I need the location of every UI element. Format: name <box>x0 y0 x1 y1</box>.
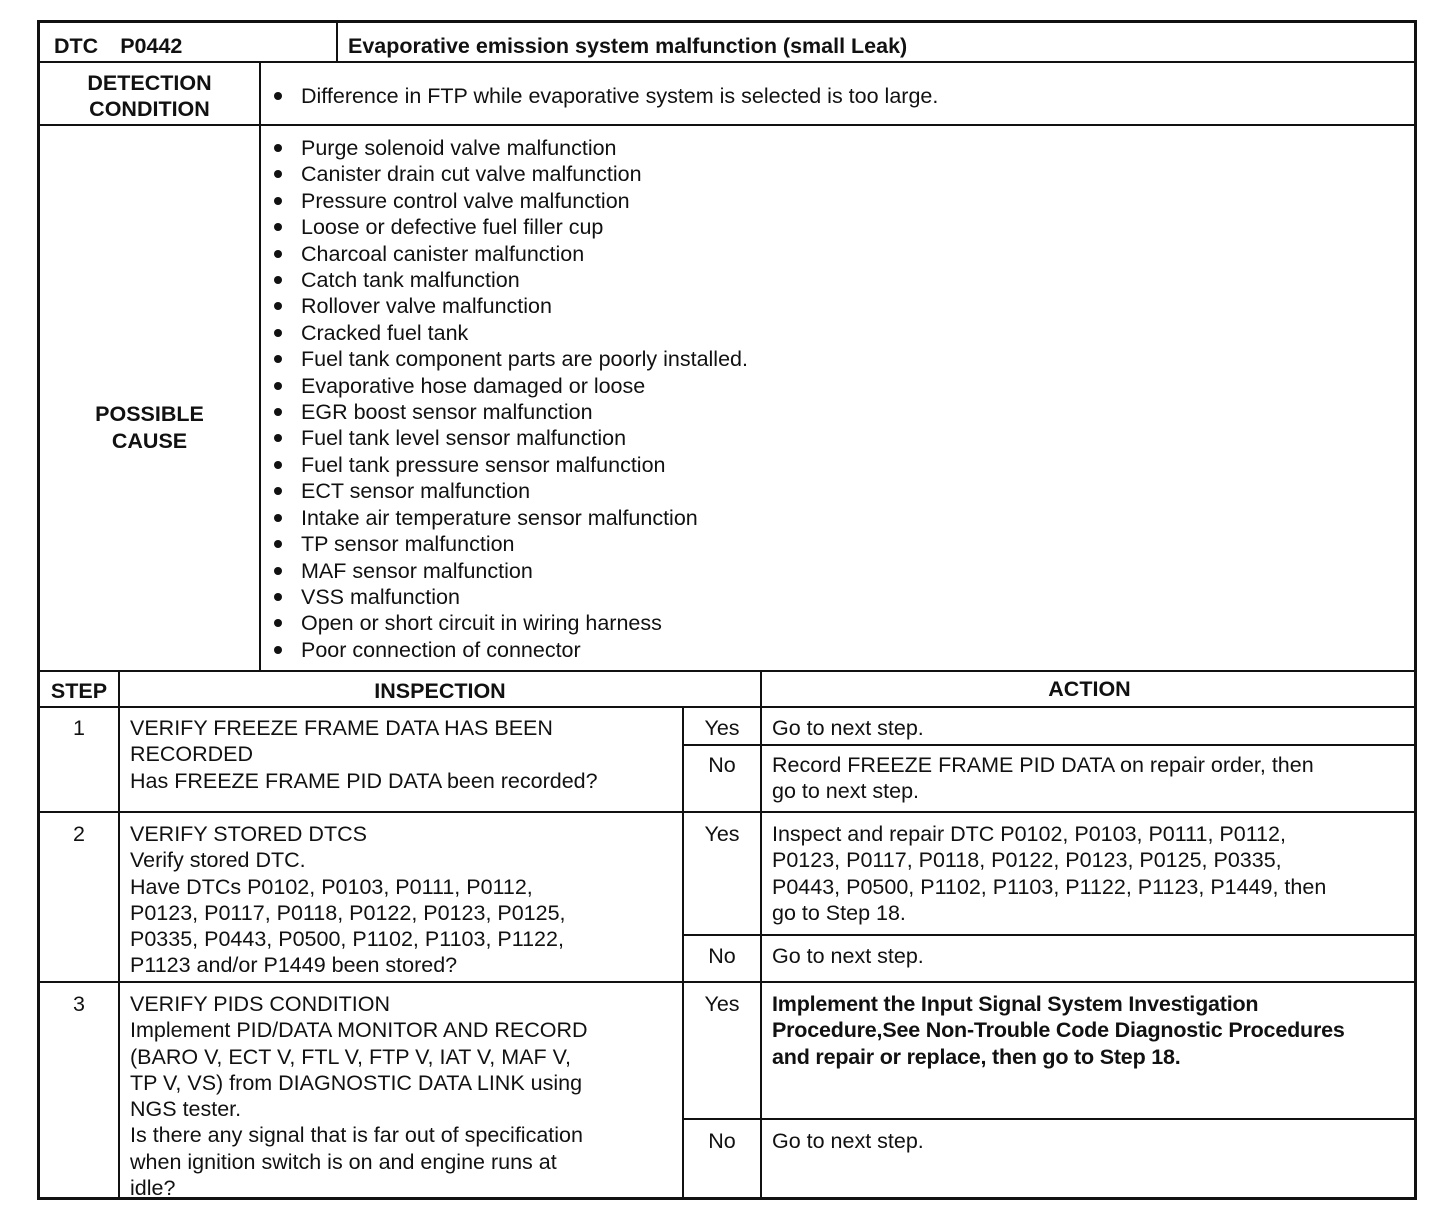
possible-cause-label <box>40 124 259 670</box>
list-item: Cracked fuel tank <box>261 320 1417 346</box>
list-item: Fuel tank component parts are poorly installed. <box>261 346 1417 372</box>
yes-action: Implement the Input Signal System Investigation Procedure,See Non-Trouble Code Diagnostic Procedures and repair or replace, then go to Step 18. <box>760 981 1417 1118</box>
list-item: Fuel tank pressure sensor malfunction <box>261 452 1417 478</box>
list-item: VSS malfunction <box>261 584 1417 610</box>
col-step-header: STEP <box>40 670 118 706</box>
no-action: Record FREEZE FRAME PID DATA on repair order, then go to next step. <box>760 744 1417 811</box>
col-action-header: ACTION <box>760 670 1417 706</box>
possible-cause-list <box>261 135 1417 663</box>
no-label: No <box>682 744 760 811</box>
list-item: MAF sensor malfunction <box>261 558 1417 584</box>
list-item: TP sensor malfunction <box>261 531 1417 557</box>
dtc-title: Evaporative emission system malfunction (small Leak) <box>336 23 1417 61</box>
list-item: Evaporative hose damaged or loose <box>261 373 1417 399</box>
step-inspection: VERIFY STORED DTCS Verify stored DTC. Have DTCs P0102, P0103, P0111, P0112, P0123, P0117, P0118, P0122, P0123, P0125, P0335, P0443, P0500, P1102, P1103, P1122, P1123 and/or P1449 been stored? <box>118 811 682 981</box>
list-item: Intake air temperature sensor malfunction <box>261 505 1417 531</box>
list-item: Rollover valve malfunction <box>261 293 1417 319</box>
list-item: Catch tank malfunction <box>261 267 1417 293</box>
list-item: Loose or defective fuel filler cup <box>261 214 1417 240</box>
dtc-code: P0442 <box>120 34 183 58</box>
list-item: Poor connection of connector <box>261 637 1417 663</box>
possible-cause-label-text: POSSIBLE CAUSE <box>95 402 204 453</box>
list-item: ECT sensor malfunction <box>261 478 1417 504</box>
list-item: EGR boost sensor malfunction <box>261 399 1417 425</box>
step-number: 1 <box>40 706 118 811</box>
yes-action: Go to next step. <box>760 706 1417 744</box>
dtc-label-cell <box>40 23 336 61</box>
detection-condition-list <box>261 83 1417 109</box>
no-action: Go to next step. <box>760 1118 1417 1200</box>
list-item: Pressure control valve malfunction <box>261 188 1417 214</box>
no-action: Go to next step. <box>760 934 1417 981</box>
list-item: Purge solenoid valve malfunction <box>261 135 1417 161</box>
no-label: No <box>682 1118 760 1200</box>
yes-label: Yes <box>682 706 760 744</box>
list-item: Difference in FTP while evaporative system is selected is too large. <box>261 83 1417 109</box>
no-label: No <box>682 934 760 981</box>
detection-condition-content <box>259 61 1417 124</box>
dtc-label: DTC <box>54 34 99 58</box>
yes-action: Inspect and repair DTC P0102, P0103, P0111, P0112, P0123, P0117, P0118, P0122, P0123, P0125, P0335, P0443, P0500, P1102, P1103, P1122, P1123, P1449, then go to Step 18. <box>760 811 1417 934</box>
step-inspection: VERIFY FREEZE FRAME DATA HAS BEEN RECORDED Has FREEZE FRAME PID DATA been recorded? <box>118 706 682 811</box>
dtc-diagnostic-table <box>37 20 1417 1200</box>
yes-label: Yes <box>682 981 760 1118</box>
detection-condition-label: DETECTION CONDITION <box>40 61 259 124</box>
list-item: Open or short circuit in wiring harness <box>261 610 1417 636</box>
list-item: Fuel tank level sensor malfunction <box>261 425 1417 451</box>
list-item: Canister drain cut valve malfunction <box>261 161 1417 187</box>
list-item: Charcoal canister malfunction <box>261 241 1417 267</box>
step-number: 3 <box>40 981 118 1200</box>
step-inspection: VERIFY PIDS CONDITION Implement PID/DATA MONITOR AND RECORD (BARO V, ECT V, FTL V, FTP V, IAT V, MAF V, TP V, VS) from DIAGNOSTIC DATA LINK using NGS tester. Is there any signal that is far out of specification when ignition switch is on and engine runs at idle? <box>118 981 682 1200</box>
possible-cause-content <box>259 124 1417 670</box>
col-inspection-header: INSPECTION <box>118 670 760 706</box>
yes-label: Yes <box>682 811 760 934</box>
step-number: 2 <box>40 811 118 981</box>
